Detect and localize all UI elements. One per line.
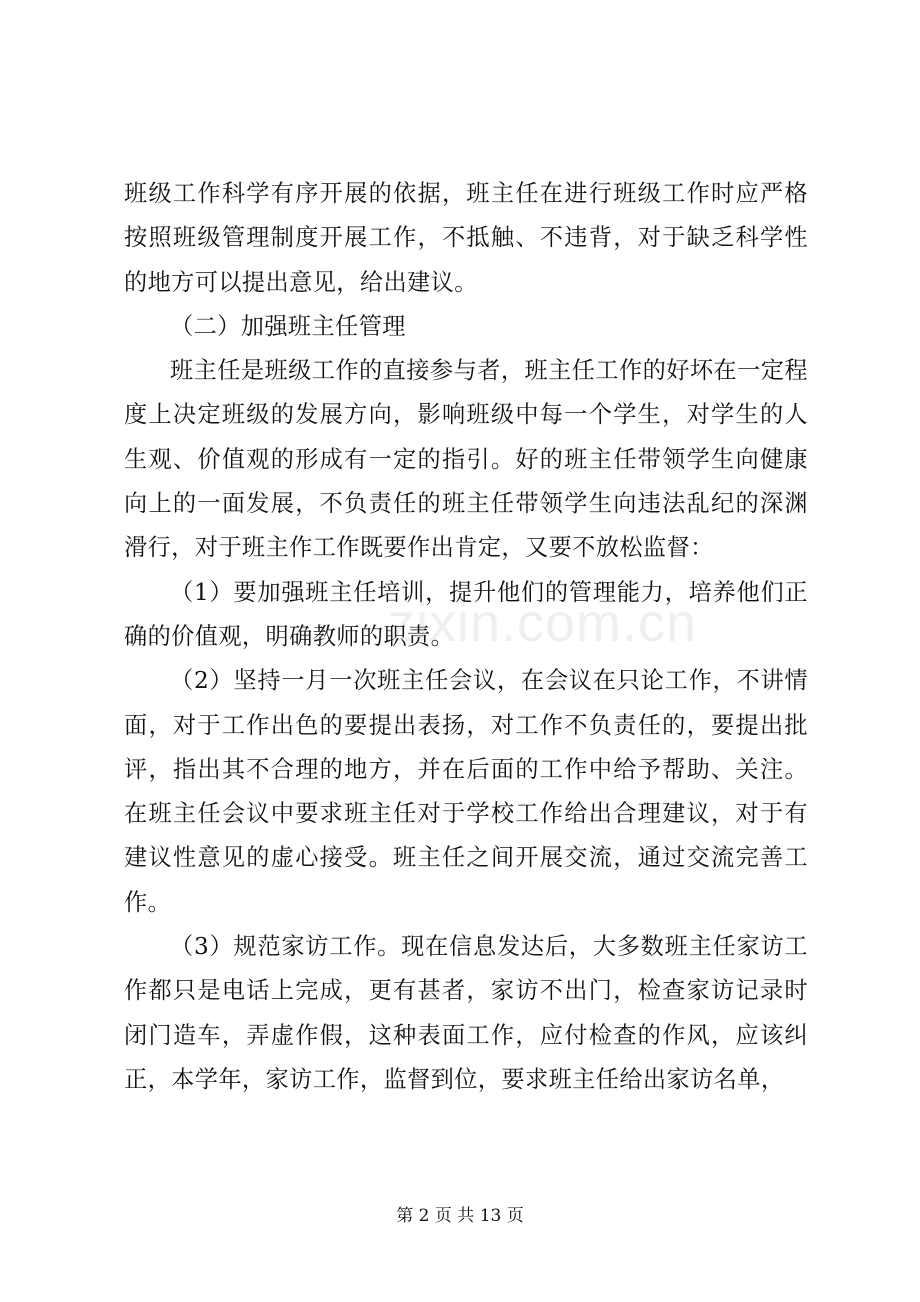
list-item-2: （2）坚持一月一次班主任会议，在会议在只论工作，不讲情面，对于工作出色的要提出表扬，对工作不负责任的，要提出批评，指出其不合理的地方，并在后面的工作中给予帮助、关注。在班主任会议中要求班主任对于学校工作给出合理建议，对于有建议性意见的虚心接受。班主任之间开展交流，通过交流完善工作。 xyxy=(124,667,808,916)
watermark: zixin.com.cn xyxy=(388,593,698,653)
list-item-3: （3）规范家访工作。现在信息发达后，大多数班主任家访工作都只是电话上完成，更有甚者，家访不出门，检查家访记录时闭门造车，弄虚作假，这种表面工作，应付检查的作风，应该纠正，本学年，家访工作，监督到位，要求班主任给出家访名单， xyxy=(124,933,808,1093)
list-item-1: （1）要加强班主任培训，提升他们的管理能力，培养他们正确的价值观，明确教师的职责。 xyxy=(124,578,808,650)
paragraph-2: 班主任是班级工作的直接参与者，班主任工作的好坏在一定程度上决定班级的发展方向，影响班级中每一个学生，对学生的人生观、价值观的形成有一定的指引。好的班主任带领学生向健康向上的一面发展，不负责任的班主任带领学生向违法乱纪的深渊滑行，对于班主作工作既要作出肯定，又要不放松监督： xyxy=(124,357,808,562)
paragraph-1: 班级工作科学有序开展的依据，班主任在进行班级工作时应严格按照班级管理制度开展工作，不抵触、不违背，对于缺乏科学性的地方可以提出意见，给出建议。 xyxy=(124,180,808,296)
page-footer: 第 2 页 共 13 页 xyxy=(396,1206,524,1226)
document-body xyxy=(124,172,808,1102)
section-heading: （二）加强班主任管理 xyxy=(170,312,406,340)
